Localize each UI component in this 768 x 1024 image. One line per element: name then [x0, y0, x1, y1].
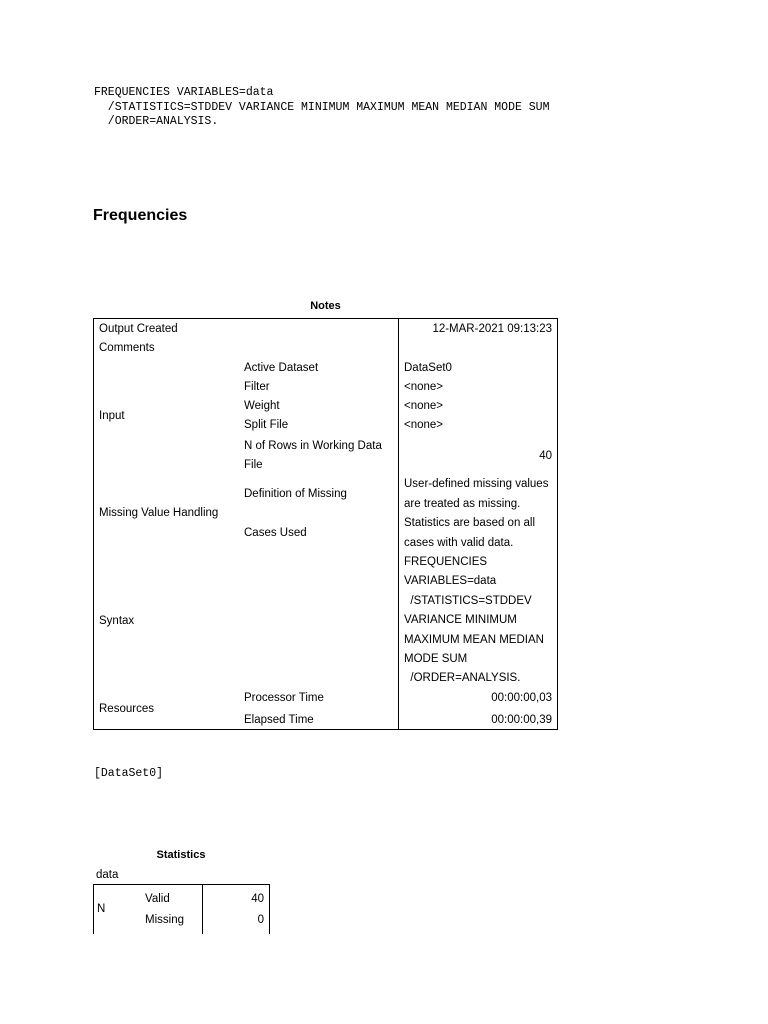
- statistics-table-caption: Statistics: [156, 849, 206, 861]
- syntax-value-line: /ORDER=ANALYSIS.: [404, 672, 521, 684]
- processor-time-value: 00:00:00,03: [491, 692, 552, 704]
- active-dataset-value: DataSet0: [404, 362, 452, 374]
- weight-value: <none>: [404, 400, 444, 412]
- elapsed-time-value: 00:00:00,39: [491, 714, 552, 726]
- missing-value-handling-label: Missing Value Handling: [99, 507, 219, 519]
- input-label: Input: [99, 410, 125, 422]
- n-label: N: [97, 903, 106, 915]
- missing-value: 0: [257, 914, 264, 926]
- statistics-variable-label: data: [96, 869, 119, 881]
- split-file-value: <none>: [404, 419, 444, 431]
- syntax-value-line: MODE SUM: [404, 653, 468, 665]
- syntax-value-line: VARIANCE MINIMUM: [404, 614, 517, 626]
- syntax-block: [94, 86, 549, 130]
- resources-label: Resources: [99, 703, 154, 715]
- syntax-line: /ORDER=ANALYSIS.: [94, 115, 219, 128]
- filter-value: <none>: [404, 381, 444, 393]
- syntax-label: Syntax: [99, 615, 135, 627]
- page-title: Frequencies: [93, 207, 188, 224]
- cases-used-value: Statistics are based on all: [404, 517, 536, 529]
- syntax-line: FREQUENCIES VARIABLES=data: [94, 86, 274, 99]
- syntax-value-line: MAXIMUM MEAN MEDIAN: [404, 634, 544, 646]
- valid-label: Valid: [145, 893, 170, 905]
- n-rows-value: 40: [539, 450, 552, 462]
- definition-of-missing-value-cont: are treated as missing.: [404, 498, 521, 510]
- active-dataset-label: Active Dataset: [244, 362, 319, 374]
- syntax-line: /STATISTICS=STDDEV VARIANCE MINIMUM MAXIMUM MEAN MEDIAN MODE SUM: [94, 100, 550, 114]
- weight-label: Weight: [244, 400, 280, 412]
- n-rows-label: N of Rows in Working Data: [244, 440, 382, 452]
- output-created-value: 12-MAR-2021 09:13:23: [432, 323, 552, 335]
- syntax-value-line: FREQUENCIES: [404, 556, 488, 568]
- column-divider: [398, 319, 399, 729]
- missing-label: Missing: [145, 914, 184, 926]
- notes-table: [93, 318, 558, 730]
- split-file-label: Split File: [244, 419, 289, 431]
- cases-used-value-cont: cases with valid data.: [404, 537, 514, 549]
- filter-label: Filter: [244, 381, 270, 393]
- syntax-value-line: /STATISTICS=STDDEV: [404, 595, 532, 607]
- definition-of-missing-label: Definition of Missing: [244, 488, 347, 500]
- syntax-value-line: VARIABLES=data: [404, 575, 497, 587]
- elapsed-time-label: Elapsed Time: [244, 714, 314, 726]
- notes-table-caption: Notes: [310, 300, 341, 312]
- column-divider: [202, 885, 203, 934]
- output-created-label: Output Created: [99, 323, 178, 335]
- n-rows-label-cont: File: [244, 459, 263, 471]
- cases-used-label: Cases Used: [244, 527, 307, 539]
- dataset-tag: [DataSet0]: [94, 767, 164, 780]
- comments-label: Comments: [99, 342, 155, 354]
- valid-value: 40: [251, 893, 264, 905]
- statistics-table: [93, 884, 270, 934]
- processor-time-label: Processor Time: [244, 692, 324, 704]
- definition-of-missing-value: User-defined missing values: [404, 478, 549, 490]
